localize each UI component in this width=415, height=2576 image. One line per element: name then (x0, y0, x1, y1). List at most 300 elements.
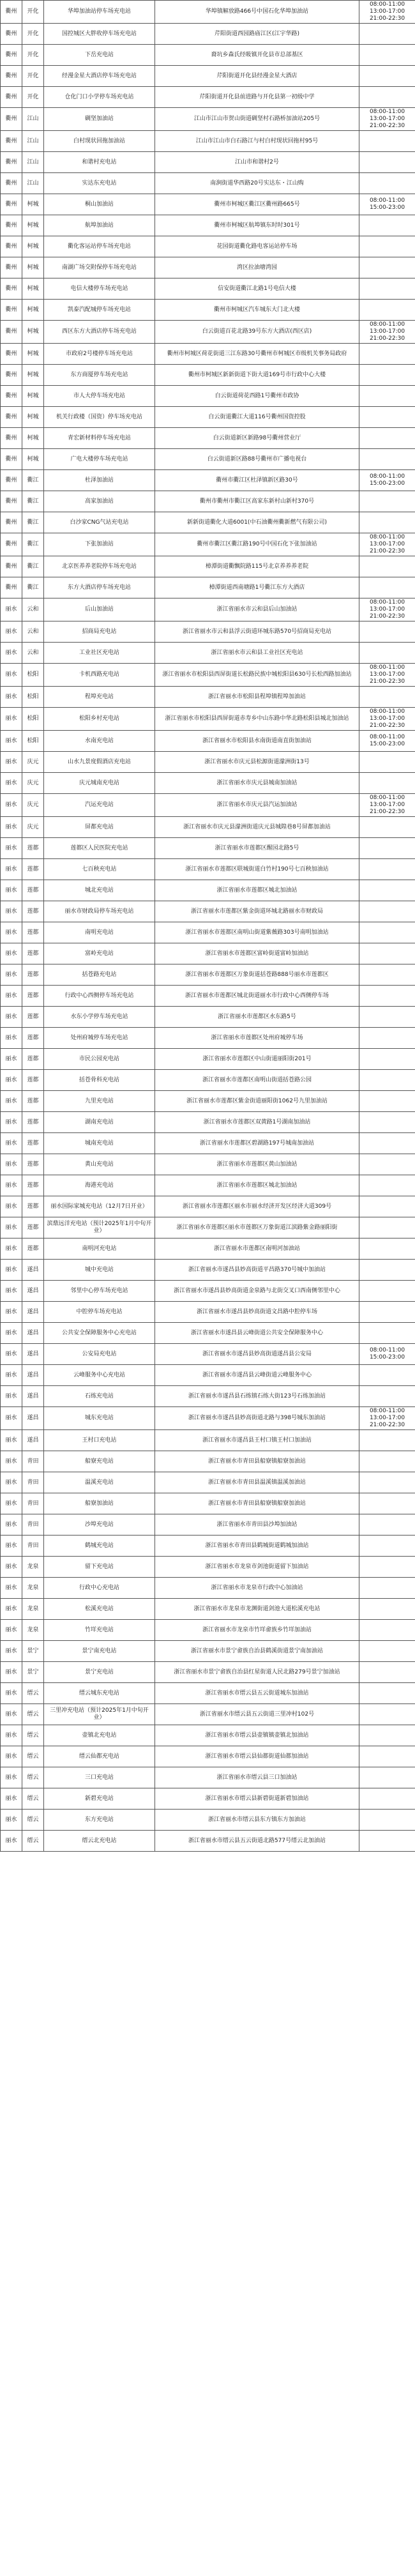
table-row (1, 491, 415, 512)
hours-cell (359, 1767, 415, 1788)
city-cell: 丽水 (1, 1007, 22, 1028)
hours-cell (359, 1578, 415, 1599)
address-cell: 衢州市衢州市衢江区高家东新村山新村370号 (155, 491, 359, 512)
table-row (1, 1641, 415, 1662)
address-cell: 浙江省丽水市景宁畲族自治县鹤溪街道景宁南加油站 (155, 1641, 359, 1662)
address-cell: 浙江省丽水市莲都区富岭街道富岭加油站 (155, 943, 359, 964)
station-name-cell: 城北充电站 (44, 880, 155, 901)
address-cell: 芹阳街道西园路庙江区(江宇华路) (155, 24, 359, 45)
district-cell: 云和 (22, 598, 44, 621)
city-cell: 丽水 (1, 1028, 22, 1049)
city-cell: 丽水 (1, 1662, 22, 1683)
address-cell: 浙江省丽水市庆元县城南加油站 (155, 773, 359, 794)
address-cell: 浙江省丽水市遂昌县王村口镇王村口加油站 (155, 1430, 359, 1451)
station-name-cell: 北京医养养老院停车场充电站 (44, 556, 155, 577)
district-cell: 莲都 (22, 986, 44, 1007)
address-cell: 浙江省丽水市莲都区南明山街道紫薇路303号南明加油站 (155, 922, 359, 943)
address-cell: 浙江省丽水市青田县鹤城街道鹤城加油站 (155, 1536, 359, 1557)
city-cell: 丽水 (1, 859, 22, 880)
table-row (1, 1133, 415, 1154)
station-name-cell: 高家加油站 (44, 491, 155, 512)
address-cell: 花园街道衢化路电客运站停车场 (155, 236, 359, 257)
table-row (1, 1196, 415, 1217)
city-cell: 丽水 (1, 687, 22, 708)
district-cell: 青田 (22, 1451, 44, 1472)
district-cell: 柯城 (22, 194, 44, 215)
city-cell: 丽水 (1, 1238, 22, 1260)
address-cell: 浙江省丽水市青田县船寮镇船寮加油站 (155, 1493, 359, 1514)
district-cell: 景宁 (22, 1641, 44, 1662)
hours-cell (359, 1831, 415, 1852)
table-row (1, 598, 415, 621)
table-row (1, 880, 415, 901)
city-cell: 丽水 (1, 1091, 22, 1112)
district-cell: 云和 (22, 621, 44, 643)
district-cell: 青田 (22, 1536, 44, 1557)
hours-cell (359, 1049, 415, 1070)
station-name-cell: 新碧充电站 (44, 1788, 155, 1810)
city-cell: 丽水 (1, 1281, 22, 1302)
hours-cell (359, 1365, 415, 1386)
address-cell: 裔坑乡森氏经吸镇开化县市总部基区 (155, 45, 359, 66)
table-row (1, 1302, 415, 1323)
city-cell: 衢州 (1, 66, 22, 87)
district-cell: 柯城 (22, 278, 44, 300)
city-cell: 丽水 (1, 943, 22, 964)
city-cell: 衢州 (1, 365, 22, 386)
hours-cell (359, 577, 415, 598)
hours-cell (359, 491, 415, 512)
city-cell: 丽水 (1, 708, 22, 731)
hours-cell (359, 1788, 415, 1810)
table-row (1, 1175, 415, 1196)
hours-cell (359, 300, 415, 321)
station-name-cell: 丽水国际家城充电站（12月7日开业） (44, 1196, 155, 1217)
hours-cell (359, 1746, 415, 1767)
hours-cell (359, 621, 415, 643)
district-cell: 莲都 (22, 964, 44, 986)
address-cell: 芹阳街道开化县前进路与开化县第一初级中学 (155, 87, 359, 108)
address-cell: 衢州市衢江区杜泽镇新区路30号 (155, 470, 359, 491)
address-cell: 樟潭街道西南塘路1号衢江东方大酒店 (155, 577, 359, 598)
table-row (1, 1112, 415, 1133)
city-cell: 丽水 (1, 1175, 22, 1196)
city-cell: 丽水 (1, 1599, 22, 1620)
address-cell: 浙江省丽水市莲都区联城街道白竹村190号七百秧加油站 (155, 859, 359, 880)
hours-cell (359, 152, 415, 173)
address-cell: 白云街道荷花西路1号衢州市政协 (155, 386, 359, 407)
station-name-cell: 竹垟充电站 (44, 1620, 155, 1641)
table-row (1, 817, 415, 838)
station-name-cell: 机关行政楼（国资）停车场充电站 (44, 407, 155, 428)
hours-cell (359, 1091, 415, 1112)
hours-cell (359, 131, 415, 152)
address-cell: 浙江省丽水市青田县沙埠加油站 (155, 1514, 359, 1536)
station-name-cell: 括苍骨科充电站 (44, 1070, 155, 1091)
table-row (1, 45, 415, 66)
city-cell: 衢州 (1, 173, 22, 194)
address-cell: 浙江省丽水市缙云县五云街道北路577号缙云北加油站 (155, 1831, 359, 1852)
station-name-cell: 海港充电站 (44, 1175, 155, 1196)
city-cell: 衢州 (1, 215, 22, 236)
hours-cell (359, 1070, 415, 1091)
district-cell: 莲都 (22, 880, 44, 901)
address-cell: 浙江省丽水市松阳县水南街道南直街加油站 (155, 731, 359, 752)
district-cell: 庆元 (22, 794, 44, 817)
station-name-cell: 经漫金星大酒店停车场充电站 (44, 66, 155, 87)
city-cell: 衢州 (1, 491, 22, 512)
table-row (1, 708, 415, 731)
table-row (1, 1091, 415, 1112)
station-name-cell: 下张加油站 (44, 533, 155, 556)
city-cell: 衢州 (1, 87, 22, 108)
address-cell: 浙江省丽水市庆元县汽运加油站 (155, 794, 359, 817)
table-row (1, 1557, 415, 1578)
table-row (1, 731, 415, 752)
hours-cell: 08:00-11:00 13:00-17:00 21:00-22:30 (359, 664, 415, 687)
city-cell: 丽水 (1, 1536, 22, 1557)
station-name-cell: 航埠加油站 (44, 215, 155, 236)
hours-cell (359, 1493, 415, 1514)
district-cell: 莲都 (22, 1175, 44, 1196)
city-cell: 丽水 (1, 1704, 22, 1725)
hours-cell (359, 943, 415, 964)
city-cell: 丽水 (1, 1831, 22, 1852)
city-cell: 衢州 (1, 24, 22, 45)
hours-cell (359, 1238, 415, 1260)
district-cell: 衢江 (22, 491, 44, 512)
hours-cell (359, 1260, 415, 1281)
district-cell: 遂昌 (22, 1407, 44, 1430)
district-cell: 江山 (22, 152, 44, 173)
address-cell: 浙江省丽水市莲都区紫金街道环城北路丽水市财政局 (155, 901, 359, 922)
station-name-cell: 缙云城东充电站 (44, 1683, 155, 1704)
city-cell: 丽水 (1, 1472, 22, 1493)
address-cell: 浙江省丽水市缙云县三口加油站 (155, 1767, 359, 1788)
station-name-cell: 衢化客运站停车场充电站 (44, 236, 155, 257)
city-cell: 丽水 (1, 1407, 22, 1430)
city-cell: 丽水 (1, 1323, 22, 1344)
address-cell: 浙江省丽水市遂昌县石练镇石练大街123号石练加油站 (155, 1386, 359, 1407)
table-row (1, 407, 415, 428)
station-name-cell: 白沙家CNG气站充电站 (44, 512, 155, 533)
table-row (1, 643, 415, 664)
station-name-cell: 国控城区大胖收停车场充电站 (44, 24, 155, 45)
hours-cell (359, 752, 415, 773)
station-name-cell: 三里冲充电站（预计2025年1月中旬开业） (44, 1704, 155, 1725)
address-cell: 浙江省丽水市莲都区城北加油站 (155, 1175, 359, 1196)
hours-cell (359, 1133, 415, 1154)
table-row (1, 986, 415, 1007)
city-cell: 丽水 (1, 1683, 22, 1704)
station-name-cell: 富岭充电站 (44, 943, 155, 964)
district-cell: 衢江 (22, 556, 44, 577)
address-cell: 浙江省丽水市缙云县东方镇东方加油站 (155, 1810, 359, 1831)
district-cell: 莲都 (22, 922, 44, 943)
station-name-cell: 桐山加油站 (44, 194, 155, 215)
address-cell: 浙江省丽水市缙云县新碧街道新碧加油站 (155, 1788, 359, 1810)
station-name-cell: 东方充电站 (44, 1810, 155, 1831)
district-cell: 遂昌 (22, 1323, 44, 1344)
station-name-cell: 南湖广场交附保停车场充电站 (44, 257, 155, 278)
city-cell: 衢州 (1, 556, 22, 577)
district-cell: 遂昌 (22, 1365, 44, 1386)
station-name-cell: 松阳乡村充电站 (44, 708, 155, 731)
hours-cell (359, 1599, 415, 1620)
city-cell: 丽水 (1, 598, 22, 621)
station-name-cell: 莲都区人民医院充电站 (44, 838, 155, 859)
table-row (1, 1344, 415, 1365)
hours-cell (359, 1683, 415, 1704)
hours-cell (359, 859, 415, 880)
hours-cell (359, 257, 415, 278)
table-row (1, 386, 415, 407)
hours-cell: 08:00-11:00 15:00-23:00 (359, 1344, 415, 1365)
address-cell: 浙江省丽水市青田县温溪镇温溪加油站 (155, 1472, 359, 1493)
table-row (1, 1704, 415, 1725)
district-cell: 柯城 (22, 236, 44, 257)
district-cell: 松阳 (22, 664, 44, 687)
table-row (1, 1028, 415, 1049)
station-name-cell: 招商局充电站 (44, 621, 155, 643)
table-row (1, 1788, 415, 1810)
hours-cell (359, 236, 415, 257)
district-cell: 莲都 (22, 943, 44, 964)
station-name-cell: 壶镇北充电站 (44, 1725, 155, 1746)
hours-cell (359, 66, 415, 87)
address-cell: 芹阳街道开化县经漫金星大酒店 (155, 66, 359, 87)
hours-cell (359, 1196, 415, 1217)
table-row (1, 1725, 415, 1746)
hours-cell (359, 45, 415, 66)
station-name-cell: 湖南充电站 (44, 1112, 155, 1133)
city-cell: 丽水 (1, 1578, 22, 1599)
city-cell: 衢州 (1, 449, 22, 470)
station-name-cell: 程埠充电站 (44, 687, 155, 708)
hours-cell: 08:00-11:00 13:00-17:00 21:00-22:30 (359, 533, 415, 556)
hours-cell (359, 986, 415, 1007)
address-cell: 浙江省丽水市莲都区黄山加油站 (155, 1154, 359, 1175)
hours-cell (359, 901, 415, 922)
city-cell: 丽水 (1, 1451, 22, 1472)
address-cell: 浙江省丽水市莲都区丽水市莲都区万象街道江滨路紫金路丽阳街 (155, 1217, 359, 1238)
city-cell: 丽水 (1, 1049, 22, 1070)
table-row (1, 24, 415, 45)
city-cell: 丽水 (1, 1344, 22, 1365)
address-cell: 衢州市柯城区衢江区衢州路665号 (155, 194, 359, 215)
hours-cell: 08:00-11:00 15:00-23:00 (359, 731, 415, 752)
city-cell: 丽水 (1, 1365, 22, 1386)
hours-cell (359, 1430, 415, 1451)
district-cell: 云和 (22, 643, 44, 664)
hours-cell (359, 1028, 415, 1049)
city-cell: 丽水 (1, 1788, 22, 1810)
station-name-cell: 船寮充电站 (44, 1451, 155, 1472)
district-cell: 龙泉 (22, 1557, 44, 1578)
table-row (1, 943, 415, 964)
station-name-cell: 九里充电站 (44, 1091, 155, 1112)
district-cell: 柯城 (22, 365, 44, 386)
hours-cell: 08:00-11:00 13:00-17:00 21:00-22:30 (359, 1, 415, 24)
district-cell: 莲都 (22, 1154, 44, 1175)
table-row (1, 1514, 415, 1536)
city-cell: 丽水 (1, 901, 22, 922)
address-cell: 浙江省丽水市龙泉市龙渊街道剑池大道松溪充电站 (155, 1599, 359, 1620)
table-row (1, 131, 415, 152)
address-cell: 浙江省丽水市莲都区南明河加油站 (155, 1238, 359, 1260)
table-row (1, 194, 415, 215)
station-name-cell: 留下充电站 (44, 1557, 155, 1578)
district-cell: 龙泉 (22, 1620, 44, 1641)
table-row (1, 321, 415, 344)
hours-cell (359, 1281, 415, 1302)
table-row (1, 257, 415, 278)
city-cell: 丽水 (1, 1112, 22, 1133)
district-cell: 莲都 (22, 1070, 44, 1091)
hours-cell (359, 1641, 415, 1662)
hours-cell (359, 1704, 415, 1725)
table-row (1, 838, 415, 859)
table-row (1, 1281, 415, 1302)
hours-cell (359, 1536, 415, 1557)
table-row (1, 1154, 415, 1175)
district-cell: 柯城 (22, 215, 44, 236)
station-name-cell: 市人大停车场充电站 (44, 386, 155, 407)
hours-cell (359, 1725, 415, 1746)
district-cell: 遂昌 (22, 1430, 44, 1451)
city-cell: 衢州 (1, 278, 22, 300)
district-cell: 缙云 (22, 1788, 44, 1810)
city-cell: 丽水 (1, 773, 22, 794)
district-cell: 遂昌 (22, 1344, 44, 1365)
district-cell: 青田 (22, 1514, 44, 1536)
address-cell: 浙江省丽水市莲都区醒园北路5号 (155, 838, 359, 859)
hours-cell (359, 1386, 415, 1407)
city-cell: 丽水 (1, 1302, 22, 1323)
district-cell: 江山 (22, 131, 44, 152)
hours-cell (359, 1620, 415, 1641)
station-name-cell: 白村现状回拖加油站 (44, 131, 155, 152)
hours-cell: 08:00-11:00 15:00-23:00 (359, 194, 415, 215)
district-cell: 柯城 (22, 428, 44, 449)
district-cell: 松阳 (22, 731, 44, 752)
table-row (1, 1217, 415, 1238)
district-cell: 缙云 (22, 1704, 44, 1725)
district-cell: 遂昌 (22, 1302, 44, 1323)
hours-cell (359, 1302, 415, 1323)
hours-cell (359, 687, 415, 708)
district-cell: 缙云 (22, 1767, 44, 1788)
station-name-cell: 东方大酒店停车场充电站 (44, 577, 155, 598)
city-cell: 丽水 (1, 1620, 22, 1641)
district-cell: 衢江 (22, 577, 44, 598)
table-row (1, 1323, 415, 1344)
table-row (1, 794, 415, 817)
district-cell: 江山 (22, 108, 44, 131)
station-name-cell: 广电大楼停车场充电站 (44, 449, 155, 470)
city-cell: 丽水 (1, 1767, 22, 1788)
table-row (1, 922, 415, 943)
station-name-cell: 鹤城充电站 (44, 1536, 155, 1557)
hours-cell (359, 173, 415, 194)
district-cell: 开化 (22, 87, 44, 108)
table-row (1, 1260, 415, 1281)
district-cell: 缙云 (22, 1725, 44, 1746)
city-cell: 衢州 (1, 152, 22, 173)
address-cell: 浙江省丽水市松阳县西屏街道长松路民族中城松阳县630号长松西路加油站 (155, 664, 359, 687)
city-cell: 丽水 (1, 817, 22, 838)
table-row (1, 664, 415, 687)
table-row (1, 1472, 415, 1493)
district-cell: 开化 (22, 24, 44, 45)
station-name-cell: 南明河充电站 (44, 1238, 155, 1260)
city-cell: 丽水 (1, 794, 22, 817)
station-name-cell: 城南充电站 (44, 1133, 155, 1154)
address-cell: 浙江省丽水市缙云县五云街道三里冲村102号 (155, 1704, 359, 1725)
address-cell: 浙江省丽水市景宁畲族自治县红星街道人民北路279号景宁加油站 (155, 1662, 359, 1683)
city-cell: 衢州 (1, 428, 22, 449)
district-cell: 松阳 (22, 708, 44, 731)
hours-cell: 08:00-11:00 13:00-17:00 21:00-22:30 (359, 108, 415, 131)
address-cell: 白云街道百花北路39号东方大酒店(西区店) (155, 321, 359, 344)
table-row (1, 1365, 415, 1386)
district-cell: 松阳 (22, 687, 44, 708)
address-cell: 浙江省丽水市遂昌县妙高街道北路与398号城东加油站 (155, 1407, 359, 1430)
station-name-cell: 公共安全保障服务中心充电站 (44, 1323, 155, 1344)
city-cell: 丽水 (1, 643, 22, 664)
city-cell: 丽水 (1, 1133, 22, 1154)
district-cell: 莲都 (22, 1049, 44, 1070)
city-cell: 衢州 (1, 344, 22, 365)
table-row (1, 621, 415, 643)
station-name-cell: 仓化门口小学停车场充电站 (44, 87, 155, 108)
hours-cell (359, 838, 415, 859)
address-cell: 衢州市衢江区衢江路190号中国石化下张加油站 (155, 533, 359, 556)
station-name-cell: 西区东方大酒店停车场充电站 (44, 321, 155, 344)
station-name-cell: 东方商厦停车场充电站 (44, 365, 155, 386)
station-name-cell: 下岳充电站 (44, 45, 155, 66)
address-cell: 浙江省丽水市莲都区中山街道丽阳街201号 (155, 1049, 359, 1070)
address-cell: 浙江省丽水市遂昌县妙高街道文昌路中腔停车场 (155, 1302, 359, 1323)
station-name-cell: 景宁充电站 (44, 1662, 155, 1683)
address-cell: 衢州市柯城区汽车城东大门北大楼 (155, 300, 359, 321)
table-row (1, 173, 415, 194)
station-name-cell: 山水九景度假酒店充电站 (44, 752, 155, 773)
table-row (1, 901, 415, 922)
address-cell: 新新街道衢化大道6001(中石油衢州衢新燃气有限公司) (155, 512, 359, 533)
hours-cell (359, 1175, 415, 1196)
station-name-cell: 温溪充电站 (44, 1472, 155, 1493)
city-cell: 衢州 (1, 236, 22, 257)
address-cell: 浙江省丽水市莲都区水东路5号 (155, 1007, 359, 1028)
table-row (1, 577, 415, 598)
table-row (1, 300, 415, 321)
address-cell: 浙江省丽水市遂昌县妙高街道平昌路370号城中加油站 (155, 1260, 359, 1281)
district-cell: 柯城 (22, 257, 44, 278)
city-cell: 丽水 (1, 986, 22, 1007)
address-cell: 南涧街道华西路20号实达东・江山购 (155, 173, 359, 194)
address-cell: 衢州市柯城区航埠镇东时时301号 (155, 215, 359, 236)
address-cell: 浙江省丽水市云和县后山加油站 (155, 598, 359, 621)
table-row (1, 1238, 415, 1260)
district-cell: 遂昌 (22, 1281, 44, 1302)
hours-cell (359, 1112, 415, 1133)
table-row (1, 1831, 415, 1852)
hours-cell (359, 1472, 415, 1493)
table-row (1, 66, 415, 87)
address-cell: 浙江省丽水市莲都区城北街道丽水市行政中心西侧停车场 (155, 986, 359, 1007)
station-name-cell: 实达东充电站 (44, 173, 155, 194)
